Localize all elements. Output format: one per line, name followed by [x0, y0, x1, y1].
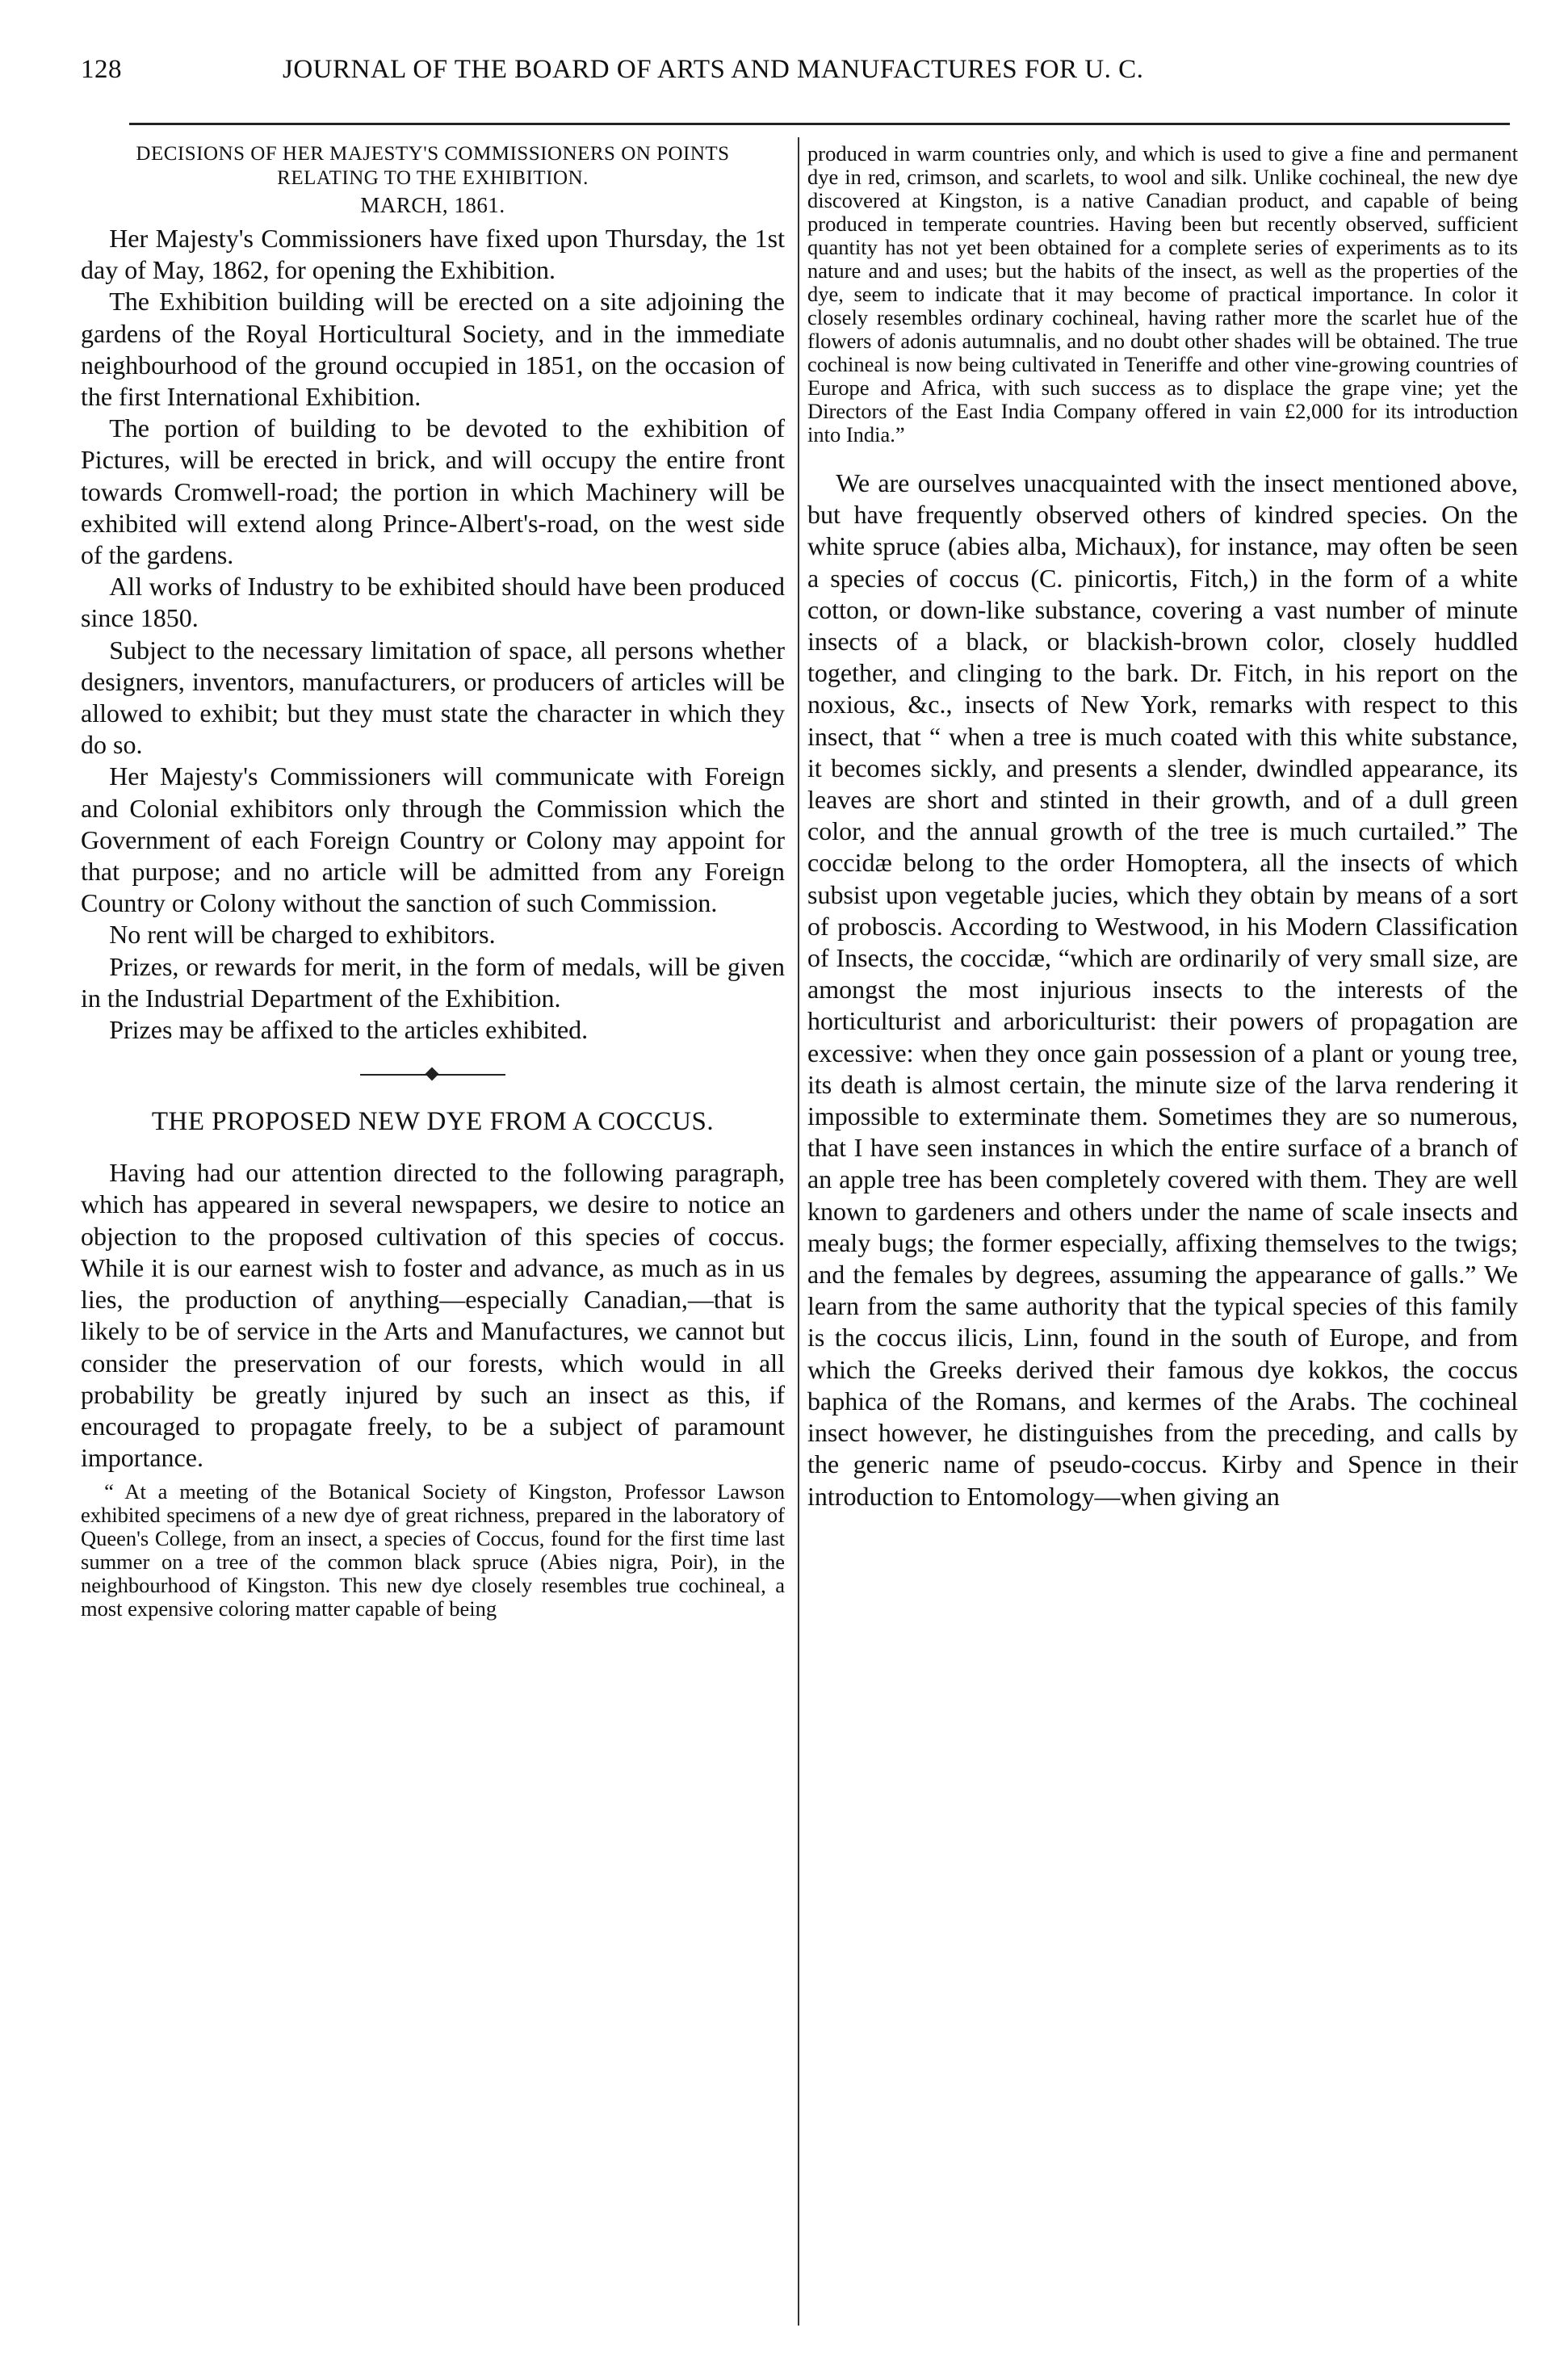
decisions-heading-line1: DECISIONS OF HER MAJESTY'S COMMISSIONERS ON POINTS — [136, 143, 730, 165]
decisions-paragraph: The portion of building to be devoted to the exhibition of Pictures, will be erected in brick, and will occupy the entire front towards Cromwell-road; the portion in which Machinery will be exhibited will extend along Prince-Albert's-road, on the west side of the gardens. — [81, 413, 785, 570]
decisions-paragraph: Prizes, or rewards for merit, in the form of medals, will be given in the Industrial Department of the Exhibition. — [81, 951, 785, 1013]
decisions-paragraph: The Exhibition building will be erected on a site adjoining the gardens of the Royal Horticultural Society, and in the immediate neighbourhood of the ground occupied in 1851, on the occasion of the first International Exhibition. — [81, 287, 785, 412]
right-column — [807, 142, 1518, 1512]
section-divider-ornament — [360, 1067, 505, 1083]
header-rule — [129, 123, 1510, 125]
page-number: 128 — [81, 55, 122, 84]
column-divider — [798, 137, 799, 2326]
article-intro-paragraph: Having had our attention directed to the following paragraph, which has appeared in several newspapers, we desire to notice an objection to the proposed cultivation of this species of coccus. While it is our earnest wish to foster and advance, as much as in us lies, the production of anything—especially Canadian,—that is likely to be of service in the Arts and Manufactures, we cannot but consider the preservation of our forests, which would in all probability be greatly injured by such an insect as this, if encouraged to propagate freely, to be a subject of paramount importance. — [81, 1158, 785, 1473]
spacer — [807, 447, 1518, 468]
decisions-paragraph: Subject to the necessary limitation of space, all persons whether designers, inventors, manufacturers, or producers of articles will be allowed to exhibit; but they must state the character in which they do so. — [81, 635, 785, 760]
decisions-heading-line2: RELATING TO THE EXHIBITION. — [277, 167, 589, 189]
article-title: THE PROPOSED NEW DYE FROM A COCCUS. — [151, 1107, 715, 1137]
article-commentary-paragraph: We are ourselves unacquainted with the insect mentioned above, but have frequently observed others of kindred species. On the white spruce (abies alba, Michaux), for instance, may often be seen a species of coccus (C. pinicortis, Fitch,) in the form of a white cotton, or down-like substance, covering a vast number of minute insects of a black, or blackish-brown color, closely huddled together, and clinging to the bark. Dr. Fitch, in his report on the noxious, &c., insects of New York, remarks with respect to this insect, that “ when a tree is much coated with this white substance, it becomes sickly, and presents a slender, dwindled appearance, its leaves are short and stinted in their growth, and of a dull green color, and the annual growth of the tree is much curtailed.” The coccidæ belong to the order Homoptera, all the insects of which subsist upon vegetable jucies, which they obtain by means of a sort of proboscis. According to Westwood, in his Modern Classification of Insects, the coccidæ, “which are ordinarily of very small size, are amongst the most injurious insects to the interests of the horticulturist and arboriculturist: their powers of propagation are excessive: when they once gain possession of a plant or young tree, its death is almost certain, the minute size of the larva rendering it impossible to exterminate them. Sometimes they are so numerous, that I have seen instances in which the entire surface of a branch of an apple tree has been completely covered with them. They are well known to gardeners and others under the name of scale insects and mealy bugs; the former especially, affixing themselves to the twigs; and the females by degrees, assuming the appearance of galls.” We learn from the same authority that the typical species of this family is the coccus ilicis, Linn, found in the south of Europe, and from which the Greeks derived their famous dye kokkos, the coccus baphica of the Romans, and kermes of the Arabs. The cochineal insect however, he distinguishes from the preceding, and calls by the generic name of pseudo-coccus. Kirby and Spence in their introduction to Entomology—when giving an — [807, 468, 1518, 1511]
running-title: JOURNAL OF THE BOARD OF ARTS AND MANUFACTURES FOR U. C. — [283, 55, 1144, 84]
ornament-diamond-icon — [426, 1067, 439, 1081]
left-column — [81, 142, 785, 1621]
decisions-dateline: MARCH, 1861. — [360, 193, 505, 217]
decisions-paragraph: Her Majesty's Commissioners have fixed upon Thursday, the 1st day of May, 1862, for opening the Exhibition. — [81, 224, 785, 285]
running-head — [81, 55, 1518, 87]
decisions-paragraph: Her Majesty's Commissioners will communicate with Foreign and Colonial exhibitors only through the Commission which the Government of each Foreign Country or Colony may appoint for that purpose; and no article will be admitted from any Foreign Country or Colony without the sanction of such Commission. — [81, 761, 785, 918]
quoted-newspaper-paragraph-continued: produced in warm countries only, and which is used to give a fine and permanent dye in red, crimson, and scarlets, to wool and silk. Unlike cochineal, the new dye discovered at Kingston, is a native Canadian product, and capable of being produced in temperate countries. Having been but recently observed, sufficient quantity has not yet been obtained for a complete series of experiments as to its nature and and uses; but the habits of the insect, as well as the properties of the dye, seem to indicate that it may become of practical importance. In color it closely resembles ordinary cochineal, having rather more the scarlet hue of the flowers of adonis autumnalis, and no doubt other shades will be obtained. The true cochineal is now being cultivated in Teneriffe and other vine-growing countries of Europe and Africa, with such success as to displace the grape vine; yet the Directors of the East India Company offered in vain £2,000 for its introduction into India.” — [807, 141, 1518, 447]
decisions-paragraph: Prizes may be affixed to the articles exhibited. — [109, 1015, 589, 1045]
decisions-paragraph: All works of Industry to be exhibited should have been produced since 1850. — [81, 572, 785, 633]
decisions-heading — [81, 142, 785, 191]
quoted-newspaper-paragraph: “ At a meeting of the Botanical Society of Kingston, Professor Lawson exhibited specimens of a new dye of great richness, prepared in the laboratory of Queen's College, from an insect, a species of Coccus, found for the first time last summer on a tree of the common black spruce (Abies nigra, Poir), in the neighbourhood of Kingston. This new dye closely resembles true cochineal, a most expensive coloring matter capable of being — [81, 1479, 785, 1621]
decisions-paragraph: No rent will be charged to exhibitors. — [109, 920, 496, 950]
